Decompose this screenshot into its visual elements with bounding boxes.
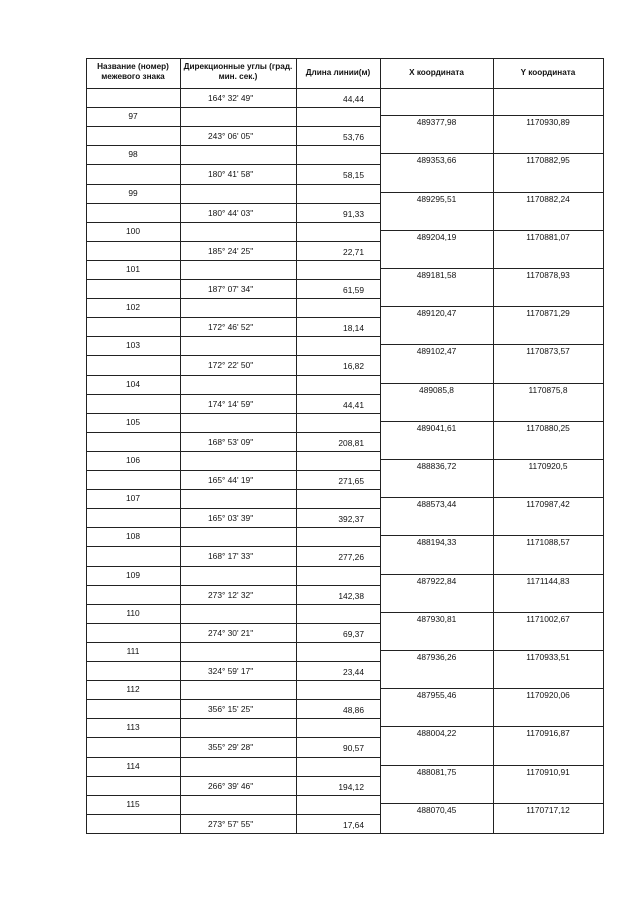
point-y: 1170882,24 (526, 193, 570, 204)
point-y: 1170875,8 (528, 384, 568, 395)
point-name: 103 (126, 340, 140, 351)
point-y: 1170920,5 (528, 460, 568, 471)
segment-length: 91,33 (343, 208, 364, 219)
segment-length: 142,38 (338, 590, 364, 601)
row-line (86, 432, 380, 433)
point-name: 114 (126, 760, 140, 771)
header-angles: Дирекционные углы (град. мин. сек.) (183, 62, 293, 81)
point-x: 487955,46 (416, 690, 457, 701)
point-name: 115 (126, 798, 140, 809)
point-y: 1170881,07 (526, 231, 570, 242)
point-name: 101 (126, 263, 140, 274)
segment-length: 277,26 (338, 552, 364, 563)
row-line-coord (380, 459, 604, 460)
segment-angle: 273° 12' 32" (208, 589, 254, 600)
point-y: 1170916,87 (526, 728, 570, 739)
segment-length: 22,71 (343, 246, 364, 257)
segment-length: 90,57 (343, 743, 364, 754)
segment-angle: 165° 03' 39" (208, 513, 254, 524)
row-line (86, 279, 380, 280)
point-name: 104 (126, 378, 140, 389)
point-x: 489120,47 (416, 308, 457, 319)
segment-length: 48,86 (343, 705, 364, 716)
header-y: Y координата (520, 68, 576, 77)
point-y: 1170933,51 (526, 651, 570, 662)
segment-angle: 324° 59' 17" (208, 666, 254, 676)
point-x: 489085,8 (419, 384, 454, 395)
point-y: 1170930,89 (526, 117, 570, 128)
segment-length: 18,14 (343, 323, 364, 334)
segment-angle: 168° 53' 09" (208, 436, 254, 447)
segment-angle: 356° 15' 25" (208, 704, 254, 715)
row-line (86, 623, 380, 624)
point-name: 107 (126, 493, 140, 504)
row-line (86, 298, 380, 299)
table-bottom-border (86, 833, 604, 834)
row-line (86, 107, 380, 108)
point-x: 489102,47 (416, 346, 457, 357)
table-header-border (86, 88, 604, 89)
row-line (86, 413, 380, 414)
point-x: 489181,58 (416, 269, 457, 280)
point-x: 487922,84 (416, 575, 457, 586)
row-line (86, 489, 380, 490)
segment-angle: 165° 44' 19" (208, 475, 254, 485)
row-line-coord (380, 153, 604, 154)
row-line (86, 317, 380, 318)
column-border (380, 58, 381, 834)
row-line-coord (380, 344, 604, 345)
row-line (86, 661, 380, 662)
point-x: 488004,22 (416, 728, 457, 739)
row-line-coord (380, 268, 604, 269)
row-line (86, 566, 380, 567)
point-y: 1170882,95 (526, 155, 570, 166)
row-line (86, 776, 380, 777)
point-name: 105 (126, 416, 140, 427)
table-top-border (86, 58, 604, 59)
point-y: 1170880,25 (526, 422, 570, 433)
point-x: 489204,19 (416, 231, 457, 242)
row-line-coord (380, 497, 604, 498)
point-y: 1170987,42 (526, 499, 570, 510)
point-name: 110 (126, 607, 140, 618)
row-line (86, 241, 380, 242)
segment-angle: 168° 17' 33" (208, 551, 254, 562)
column-border (603, 58, 604, 834)
row-line-coord (380, 688, 604, 689)
point-y: 1171144,83 (526, 575, 570, 586)
point-y: 1170878,93 (526, 269, 570, 280)
row-line-coord (380, 726, 604, 727)
row-line (86, 604, 380, 605)
point-name: 108 (126, 531, 140, 542)
point-x: 487930,81 (416, 613, 457, 624)
segment-length: 53,76 (343, 132, 364, 143)
point-name: 100 (126, 225, 140, 236)
row-line (86, 585, 380, 586)
segment-angle: 266° 39' 46" (208, 780, 254, 791)
segment-angle: 180° 44' 03" (208, 207, 254, 218)
point-y: 1170920,06 (526, 690, 570, 701)
segment-angle: 180° 41' 58" (208, 169, 254, 180)
point-y: 1170871,29 (526, 308, 570, 319)
row-line-coord (380, 650, 604, 651)
row-line (86, 527, 380, 528)
row-line (86, 508, 380, 509)
point-y: 1171088,57 (526, 537, 570, 548)
segment-angle: 185° 24' 25" (208, 245, 254, 256)
row-line-coord (380, 115, 604, 116)
segment-length: 58,15 (343, 170, 364, 181)
row-line (86, 375, 380, 376)
header-x: X координата (409, 68, 464, 77)
row-line (86, 260, 380, 261)
row-line (86, 737, 380, 738)
segment-angle: 174° 14' 59" (208, 398, 254, 409)
header-name: Название (номер) межевого знака (97, 62, 169, 81)
segment-length: 208,81 (338, 437, 364, 448)
segment-angle: 187° 07' 34" (208, 284, 254, 294)
row-line (86, 680, 380, 681)
segment-angle: 355° 29' 28" (208, 742, 254, 753)
row-line (86, 470, 380, 471)
row-line (86, 145, 380, 146)
row-line (86, 757, 380, 758)
row-line (86, 546, 380, 547)
point-x: 489295,51 (416, 193, 457, 204)
segment-angle: 243° 06' 05" (208, 131, 254, 142)
column-border (493, 58, 494, 834)
row-line (86, 164, 380, 165)
point-name: 109 (126, 569, 140, 580)
segment-length: 271,65 (338, 476, 364, 486)
segment-length: 69,37 (343, 628, 364, 639)
point-name: 99 (128, 187, 138, 198)
row-line (86, 394, 380, 395)
point-x: 488081,75 (416, 766, 457, 777)
header-length: Длина линии(м) (305, 68, 371, 77)
point-x: 489377,98 (416, 117, 457, 128)
row-line (86, 451, 380, 452)
row-line (86, 795, 380, 796)
segment-length: 17,64 (343, 819, 364, 830)
segment-angle: 172° 22' 50" (208, 360, 254, 371)
point-y: 1170873,57 (526, 346, 570, 357)
segment-length: 16,82 (343, 361, 364, 372)
row-line (86, 642, 380, 643)
point-name: 102 (126, 302, 140, 313)
segment-length: 44,41 (343, 399, 364, 410)
point-y: 1171002,67 (526, 613, 570, 624)
segment-length: 392,37 (338, 514, 364, 525)
point-name: 112 (126, 684, 140, 695)
segment-angle: 164° 32' 49" (208, 93, 254, 103)
point-x: 489353,66 (416, 155, 457, 166)
point-x: 489041,61 (416, 422, 457, 433)
point-name: 98 (128, 149, 138, 160)
point-x: 488836,72 (416, 460, 457, 471)
segment-angle: 274° 30' 21" (208, 627, 254, 638)
row-line (86, 222, 380, 223)
point-x: 487936,26 (416, 651, 457, 662)
point-name: 113 (126, 722, 140, 733)
row-line (86, 336, 380, 337)
row-line (86, 355, 380, 356)
point-x: 488194,33 (416, 537, 457, 548)
row-line-coord (380, 535, 604, 536)
segment-length: 61,59 (343, 285, 364, 295)
row-line-coord (380, 306, 604, 307)
point-x: 488573,44 (416, 499, 457, 510)
segment-angle: 172° 46' 52" (208, 322, 254, 333)
segment-angle: 273° 57' 55" (208, 818, 254, 829)
segment-length: 194,12 (338, 781, 364, 792)
row-line (86, 126, 380, 127)
point-y: 1170910,91 (526, 766, 570, 777)
point-name: 97 (128, 111, 138, 122)
row-line (86, 699, 380, 700)
point-y: 1170717,12 (526, 804, 570, 815)
row-line (86, 184, 380, 185)
point-x: 488070,45 (416, 804, 457, 815)
row-line (86, 814, 380, 815)
point-name: 106 (126, 454, 140, 465)
segment-length: 23,44 (343, 667, 364, 677)
point-name: 111 (126, 645, 140, 656)
row-line (86, 718, 380, 719)
segment-length: 44,44 (343, 94, 364, 104)
row-line (86, 203, 380, 204)
